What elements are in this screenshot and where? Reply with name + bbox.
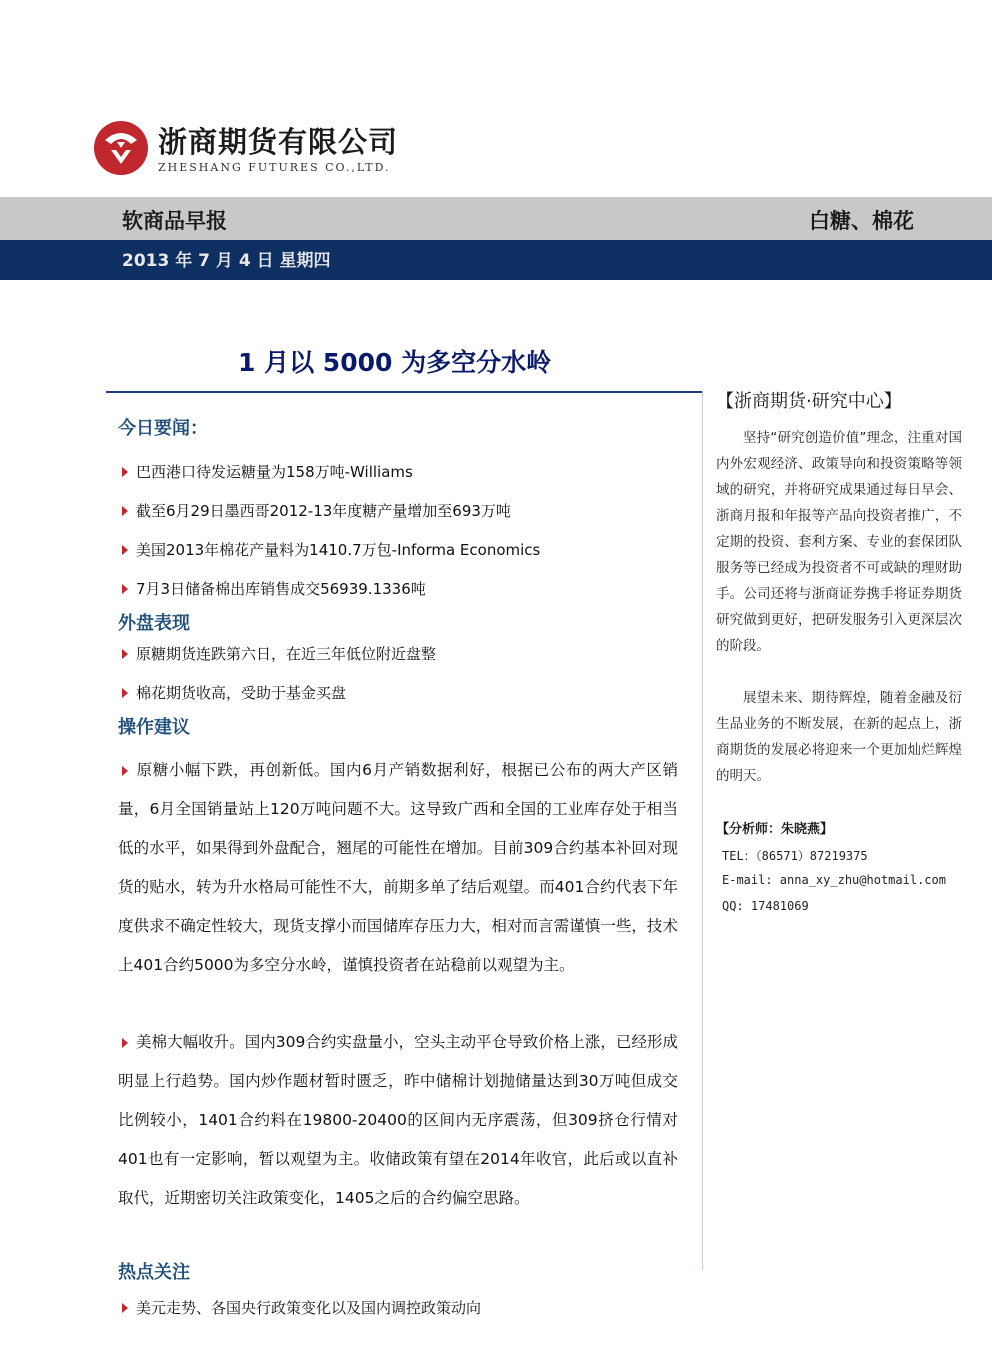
advice-paragraph-sugar: 原糖小幅下跌，再创新低。国内6月产销数据利好，根据已公布的两大产区销量，6月全国销量站上120万吨问题不大。这导致广西和全国的工业库存处于相当低的水平，如果得到外盘配合，翘尾的可能性在增加。目前309合约基本补回对现货的贴水，转为升水格局可能性不大，前期多单了结后观望。而401合约代表下年度供求不确定性较大，现货支撑小而国储库存压力大，相对而言需谨慎一些，技术上401合约5000为多空分水岭，谨慎投资者在站稳前以观望为主。 — [118, 761, 678, 974]
bullet-arrow-icon — [122, 1303, 128, 1313]
sidebar-title: 【浙商期货·研究中心】 — [716, 391, 902, 412]
bullet-arrow-icon — [122, 766, 128, 776]
analyst-name: 【分析师：朱晓燕】 — [716, 822, 834, 837]
report-type: 软商品早报 — [122, 209, 227, 233]
bullet-arrow-icon — [122, 688, 128, 698]
list-item: 美国2013年棉花产量料为1410.7万包-Informa Economics — [122, 539, 540, 560]
company-logo-icon — [93, 120, 149, 176]
bullet-arrow-icon — [122, 649, 128, 659]
bullet-arrow-icon — [122, 584, 128, 594]
bullet-arrow-icon — [122, 467, 128, 477]
section-heading-overseas: 外盘表现 — [118, 613, 190, 634]
company-name-en: ZHESHANG FUTURES CO.,LTD. — [158, 161, 391, 174]
page-title: 1 月以 5000 为多空分水岭 — [238, 348, 552, 377]
list-item: 7月3日储备棉出库销售成交56939.1336吨 — [122, 578, 426, 599]
advice-paragraph-cotton: 美棉大幅收升。国内309合约实盘量小，空头主动平仓导致价格上涨，已经形成明显上行趋势。国内炒作题材暂时匮乏，昨中储棉计划抛储量达到30万吨但成交比例较小，1401合约料在19800-20400的区间内无序震荡，但309挤仓行情对401也有一定影响，暂以观望为主。收储政策有望在2014年收官，此后或以直补取代，近期密切关注政策变化，1405之后的合约偏空思路。 — [118, 1033, 678, 1207]
section-heading-focus: 热点关注 — [118, 1262, 190, 1283]
title-divider — [106, 391, 702, 393]
bullet-arrow-icon — [122, 1038, 128, 1048]
section-heading-news: 今日要闻： — [118, 418, 208, 439]
report-date: 2013 年 7 月 4 日 星期四 — [122, 251, 331, 271]
bullet-arrow-icon — [122, 545, 128, 555]
commodities-label: 白糖、棉花 — [809, 209, 914, 233]
list-item: 棉花期货收高，受助于基金买盘 — [122, 682, 346, 703]
bullet-arrow-icon — [122, 506, 128, 516]
analyst-email[interactable]: E-mail: anna_xy_zhu@hotmail.com — [722, 873, 946, 887]
section-heading-advice: 操作建议 — [118, 717, 190, 738]
analyst-qq: QQ: 17481069 — [722, 899, 809, 913]
company-name-cn: 浙商期货有限公司 — [158, 125, 399, 159]
sidebar-paragraph: 坚持“研究创造价值”理念，注重对国内外宏观经济、政策导向和投资策略等领域的研究，并将研究成果通过每日早会、浙商月报和年报等产品向投资者推广，不定期的投资、套利方案、专业的套保团队服务等已经成为投资者不可或缺的理财助手。公司还将与浙商证券携手将证券期货研究做到更好，把研发服务引入更深层次的阶段。 — [716, 430, 962, 654]
list-item: 原糖期货连跌第六日，在近三年低位附近盘整 — [122, 643, 436, 664]
list-item: 巴西港口待发运糖量为158万吨-Williams — [122, 461, 413, 482]
sidebar-paragraph: 展望未来、期待辉煌，随着金融及衍生品业务的不断发展，在新的起点上，浙商期货的发展必将迎来一个更加灿烂辉煌的明天。 — [716, 690, 962, 784]
list-item: 截至6月29日墨西哥2012-13年度糖产量增加至693万吨 — [122, 500, 511, 521]
list-item: 美元走势、各国央行政策变化以及国内调控政策动向 — [122, 1297, 481, 1318]
analyst-tel: TEL：（86571）87219375 — [722, 849, 868, 863]
column-divider — [702, 391, 703, 1271]
